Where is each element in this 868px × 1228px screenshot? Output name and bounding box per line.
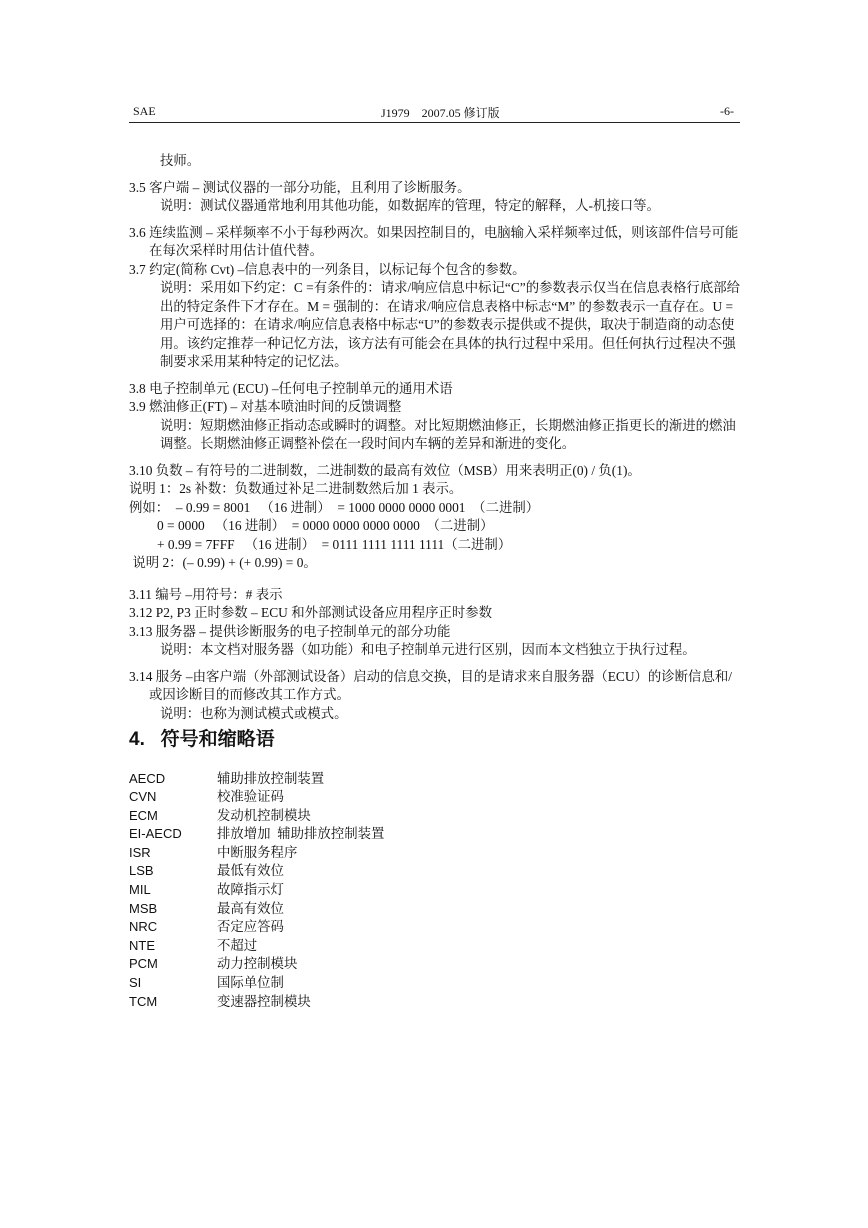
- abbreviation-row: [129, 900, 745, 919]
- section-3-10-note-1: 说明 1：2s 补数：负数通过补足二进制数然后加 1 表示。: [129, 481, 463, 496]
- abbreviation-term: PCM: [129, 956, 158, 972]
- abbreviation-meaning: 否定应答码: [217, 919, 284, 935]
- abbreviation-term: NRC: [129, 919, 158, 935]
- page-header: [129, 104, 740, 123]
- section-3-10-example-2: 0 = 0000 （16 进制） = 0000 0000 0000 0000 （二进制）: [157, 518, 494, 533]
- section-3-10-note-2: 说明 2：(– 0.99) + (+ 0.99) = 0。: [129, 555, 317, 570]
- abbreviation-meaning: 排放增加 辅助排放控制装置: [217, 826, 385, 842]
- abbreviation-meaning: 最低有效位: [217, 863, 284, 879]
- abbreviation-row: [129, 862, 745, 881]
- abbreviation-row: [129, 788, 745, 807]
- abbreviation-meaning: 最高有效位: [217, 900, 284, 916]
- section-3-11: 3.11 编号 –用符号：# 表示: [129, 586, 283, 602]
- abbreviation-row: [129, 881, 745, 900]
- abbreviation-term: LSB: [129, 863, 154, 879]
- abbreviation-term: AECD: [129, 770, 166, 786]
- page-number: -6-: [720, 104, 734, 118]
- abbreviation-meaning: 中断服务程序: [217, 844, 298, 860]
- section-3-5-note: 说明：测试仪器通常地利用其他功能，如数据库的管理，特定的解释，人-机接口等。: [160, 198, 660, 213]
- abbreviation-meaning: 校准验证码: [217, 789, 284, 805]
- section-3-7-note: 说明：采用如下约定：C =有条件的：请求/响应信息中标记“C”的参数表示仅当在信息表格行底部给出的特定条件下才存在。M = 强制的：在请求/响应信息表格中标志“M” 的参数表示一直存在。U = 用户可选择的：在请求/响应信息表格中标志“U”的参数表示提供或不提供，取决于制造商的动态使用。该约定推荐一种记忆方法，该方法有可能会在具体的执行过程中采用。但任何执行过程决不强制要求采用某种特定的记忆法。: [160, 280, 740, 369]
- abbreviation-term: MIL: [129, 882, 151, 898]
- header-left: SAE: [133, 104, 156, 118]
- abbreviation-term: TCM: [129, 993, 158, 1009]
- abbreviation-meaning: 变速器控制模块: [217, 993, 311, 1009]
- paragraph-tech: 技师。: [160, 153, 201, 168]
- section-3-10: 3.10 负数 – 有符号的二进制数，二进制数的最高有效位（MSB）用来表明正(0) / 负(1)。: [129, 462, 641, 478]
- abbreviation-row: [129, 844, 745, 863]
- section-3-9: 3.9 燃油修正(FT) – 对基本喷油时间的反馈调整: [129, 399, 402, 414]
- abbreviation-row: [129, 974, 745, 993]
- abbreviation-meaning: 辅助排放控制装置: [217, 770, 325, 786]
- section-3-14-note: 说明：也称为测试模式或模式。: [160, 705, 348, 721]
- abbreviation-row: [129, 807, 745, 826]
- abbreviation-term: EI-AECD: [129, 826, 182, 842]
- abbreviation-meaning: 不超过: [217, 937, 258, 953]
- abbreviation-row: [129, 993, 745, 1012]
- abbreviation-meaning: 动力控制模块: [217, 956, 298, 972]
- section-3-5: 3.5 客户端 – 测试仪器的一部分功能，且利用了诊断服务。: [129, 179, 471, 195]
- abbreviation-row: [129, 918, 745, 937]
- document-body: [129, 152, 745, 1011]
- abbreviation-row: [129, 770, 745, 789]
- section-3-9-note: 说明：短期燃油修正指动态或瞬时的调整。对比短期燃油修正，长期燃油修正指更长的渐进的燃油调整。长期燃油修正调整补偿在一段时间内车辆的差异和渐进的变化。: [160, 417, 736, 451]
- section-3-6: 3.6 连续监测 – 采样频率不小于每秒两次。如果因控制目的，电脑输入采样频率过低，则该部件信号可能在每次采样时用估计值代替。: [129, 224, 739, 258]
- abbreviation-list: [129, 770, 745, 1012]
- abbreviation-term: ISR: [129, 844, 151, 860]
- abbreviation-meaning: 故障指示灯: [217, 882, 284, 898]
- section-3-14: 3.14 服务 –由客户端（外部测试设备）启动的信息交换，目的是请求来自服务器（ECU）的诊断信息和/或因诊断目的而修改其工作方式。: [129, 668, 732, 702]
- abbreviation-term: CVN: [129, 789, 157, 805]
- header-center: J1979 2007.05 修订版: [381, 106, 500, 120]
- section-3-13: 3.13 服务器 – 提供诊断服务的电子控制单元的部分功能: [129, 623, 451, 639]
- abbreviation-term: ECM: [129, 807, 158, 823]
- abbreviation-term: NTE: [129, 937, 155, 953]
- abbreviation-row: [129, 937, 745, 956]
- section-3-8: 3.8 电子控制单元 (ECU) –任何电子控制单元的通用术语: [129, 380, 453, 396]
- abbreviation-row: [129, 825, 745, 844]
- abbreviation-meaning: 发动机控制模块: [217, 807, 311, 823]
- section-3-7: 3.7 约定(简称 Cvt) –信息表中的一列条目，以标记每个包含的参数。: [129, 261, 526, 277]
- abbreviation-term: SI: [129, 975, 142, 991]
- abbreviation-term: MSB: [129, 900, 158, 916]
- abbreviation-row: [129, 955, 745, 974]
- section-3-12: 3.12 P2, P3 正时参数 – ECU 和外部测试设备应用程序正时参数: [129, 605, 493, 620]
- section-3-10-example-1: 例如： – 0.99 = 8001 （16 进制） = 1000 0000 0000 0001 （二进制）: [129, 499, 540, 515]
- section-3-13-note: 说明：本文档对服务器（如功能）和电子控制单元进行区别，因而本文档独立于执行过程。: [160, 642, 696, 657]
- abbreviation-meaning: 国际单位制: [217, 975, 284, 991]
- section-3-10-example-3: + 0.99 = 7FFF （16 进制） = 0111 1111 1111 1111（二进制）: [157, 536, 512, 552]
- section-4-heading: 4. 符号和缩略语: [129, 729, 275, 750]
